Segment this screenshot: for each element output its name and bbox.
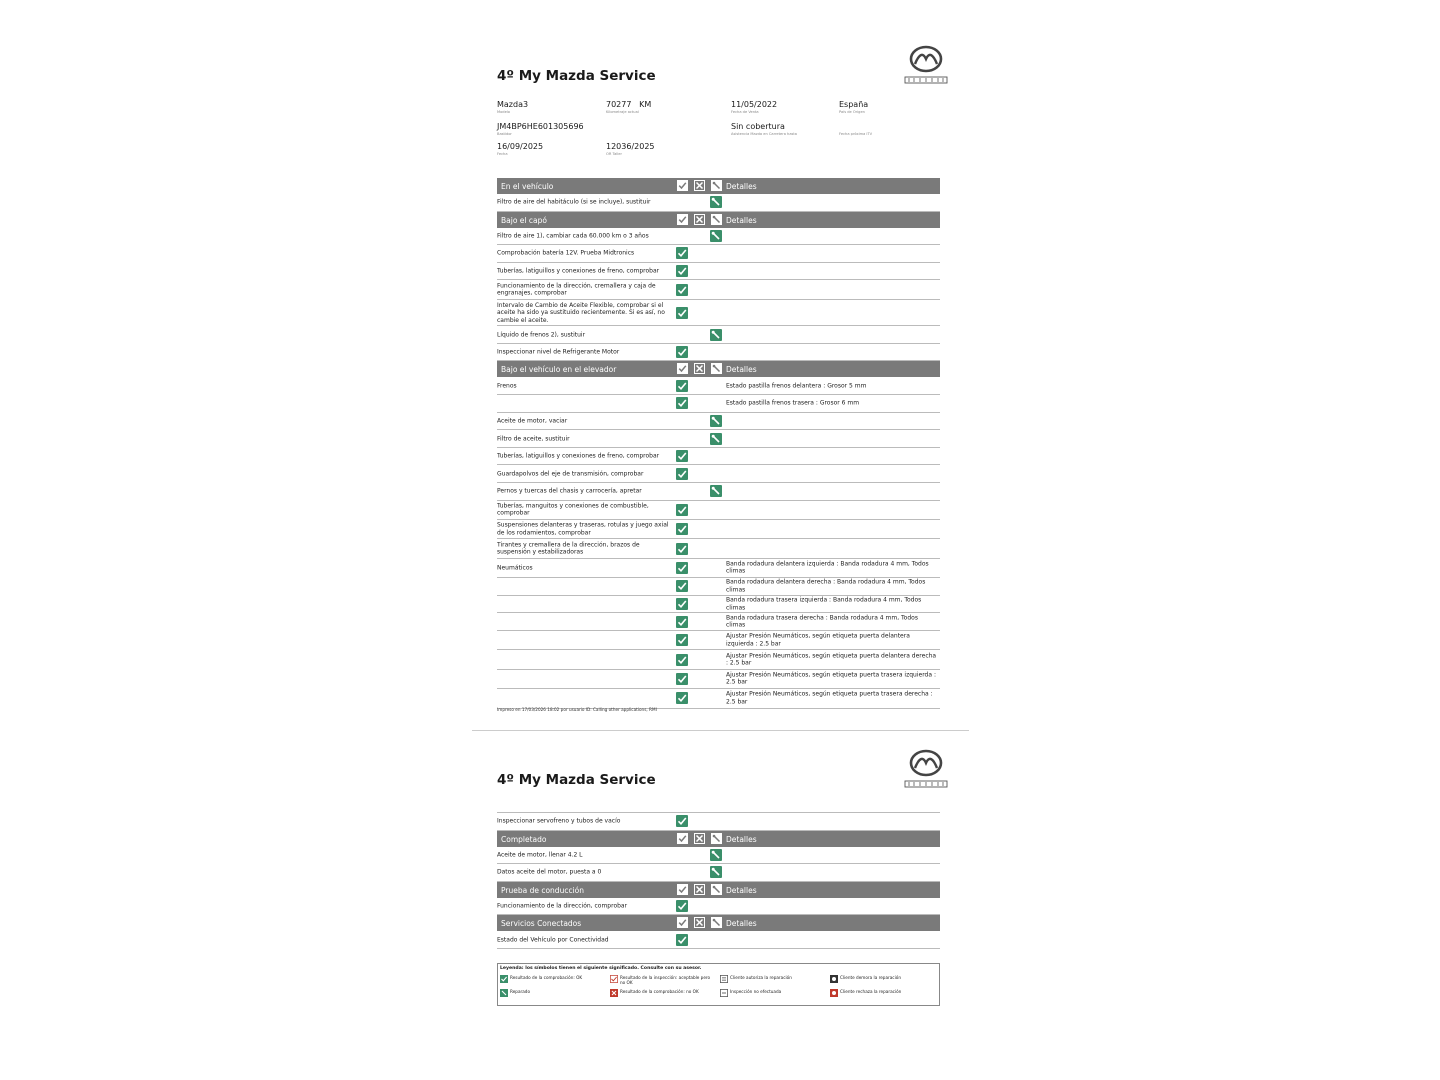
vin-field: JM4BP6HE601305696 Bastidor <box>497 122 584 136</box>
model-field: Mazda3 Modelo <box>497 100 529 114</box>
row-description: Guardapolvos del eje de transmisión, comprobar <box>497 469 644 477</box>
legend-item <box>500 975 606 983</box>
row-detail: Ajustar Presión Neumáticos, según etiqueta puerta trasera izquierda : 2.5 bar <box>726 671 936 686</box>
legend-item-text: Cliente autoriza la reparación <box>730 975 792 980</box>
checklist-row <box>497 483 940 501</box>
row-description: Suspensiones delanteras y traseras, rotulas y juego axial de los rodamientos, comprobar <box>497 521 669 537</box>
sale-date-field: 11/05/2022 Fecha de Venta <box>731 100 778 114</box>
printed-note: Impreso en 17/03/2026 18:02 por usuario ID: Calling other applications, RMI <box>497 707 657 712</box>
checklist-row <box>497 395 940 413</box>
legend-item <box>830 989 936 997</box>
checklist-row <box>497 501 940 520</box>
ok-check-icon <box>676 265 688 277</box>
repaired-wrench-icon <box>710 849 722 861</box>
legend-item-text: Resultado de la comprobación: no OK <box>620 989 699 994</box>
checklist-row <box>497 228 940 246</box>
check-column-icon <box>677 214 688 225</box>
ok-check-icon <box>676 900 688 912</box>
details-column-label: Detalles <box>726 365 757 375</box>
checklist-row <box>497 326 940 344</box>
ok-check-icon <box>676 397 688 409</box>
acceptable-check-icon <box>610 975 618 983</box>
mazda-logo-icon <box>902 746 950 790</box>
report-page-2 <box>497 744 940 1024</box>
checklist-row <box>497 631 940 650</box>
row-description: Filtro de aceite, sustituir <box>497 434 570 442</box>
row-description: Aceite de motor, llenar 4.2 L <box>497 851 583 859</box>
cross-column-icon <box>694 180 705 191</box>
row-description: Líquido de frenos 2), sustituir <box>497 330 586 338</box>
ok-check-icon <box>676 616 688 628</box>
row-detail: Banda rodadura delantera izquierda : Banda rodadura 4 mm, Todos climas <box>726 560 929 575</box>
repaired-wrench-icon <box>710 196 722 208</box>
legend-item <box>720 975 826 983</box>
legend-item <box>720 989 826 997</box>
repaired-wrench-icon <box>710 485 722 497</box>
legend-item <box>500 989 606 997</box>
details-column-label: Detalles <box>726 215 757 225</box>
row-detail: Estado pastilla frenos delantera : Grosor 5 mm <box>726 382 867 389</box>
row-description: Inspeccionar servofreno y tubos de vacío <box>497 817 621 825</box>
checklist-row <box>497 280 940 299</box>
checklist-row <box>497 931 940 949</box>
ok-check-icon <box>676 815 688 827</box>
ok-check-icon <box>676 580 688 592</box>
section-servicios-conectados <box>497 915 940 949</box>
checklist-row <box>497 465 940 483</box>
checklist-row <box>497 670 940 689</box>
cross-column-icon <box>694 884 705 895</box>
check-column-icon <box>677 833 688 844</box>
section-header <box>497 361 940 377</box>
itv-field: Fecha próxima ITV <box>839 132 873 136</box>
checklist-row <box>497 344 940 362</box>
legend-item-text: Reparado <box>510 989 531 994</box>
ok-check-icon <box>676 468 688 480</box>
ok-check-icon <box>676 504 688 516</box>
wrench-column-icon <box>711 833 722 844</box>
row-description: Comprobación batería 12V. Prueba Midtronics <box>497 249 635 257</box>
repaired-wrench-icon <box>500 989 508 997</box>
checklist-row <box>497 300 940 327</box>
section-en-el-vehiculo <box>497 178 940 212</box>
ok-check-icon <box>676 380 688 392</box>
checklist-row <box>497 245 940 263</box>
details-column-label: Detalles <box>726 885 757 895</box>
repaired-wrench-icon <box>710 230 722 242</box>
section-elevador-continued <box>497 813 940 831</box>
ok-check-icon <box>676 562 688 574</box>
wrench-column-icon <box>711 884 722 895</box>
row-description: Funcionamiento de la dirección, comprobar <box>497 902 628 910</box>
check-column-icon <box>677 180 688 191</box>
ok-check-icon <box>676 692 688 704</box>
cross-column-icon <box>694 363 705 374</box>
checklist-row <box>497 430 940 448</box>
checklist-row <box>497 898 940 916</box>
check-column-icon <box>677 363 688 374</box>
checklist-row <box>497 194 940 212</box>
details-column-label: Detalles <box>726 919 757 929</box>
legend-item <box>610 975 716 985</box>
wrench-column-icon <box>711 180 722 191</box>
row-detail: Banda rodadura delantera derecha : Banda rodadura 4 mm, Todos climas <box>726 578 926 594</box>
row-description: Datos aceite del motor, puesta a 0 <box>497 868 602 876</box>
legend-item-text: Resultado de la inspección: aceptable pero no OK <box>620 975 711 985</box>
checklist-page-2 <box>497 812 940 949</box>
page-divider <box>472 730 969 731</box>
repaired-wrench-icon <box>710 329 722 341</box>
checklist-row <box>497 813 940 831</box>
ok-check-icon <box>676 598 688 610</box>
cross-column-icon <box>694 917 705 928</box>
row-description: Filtro de aire del habitáculo (si se incluye), sustituir <box>497 198 651 206</box>
ok-check-icon <box>676 307 688 319</box>
checklist-row <box>497 559 940 578</box>
checklist-row <box>497 613 940 631</box>
checklist-page-1 <box>497 178 940 709</box>
row-detail: Banda rodadura trasera derecha : Banda rodadura 4 mm, Todos climas <box>726 614 918 629</box>
legend-item <box>610 989 716 997</box>
row-description: Funcionamiento de la dirección, cremallera y caja de engranajes, comprobar <box>497 282 656 297</box>
legend-item-text: Cliente rechaza la reparación <box>840 989 902 994</box>
section-header <box>497 212 940 228</box>
details-column-label: Detalles <box>726 182 757 191</box>
checklist-row <box>497 650 940 669</box>
row-description: Inspeccionar nivel de Refrigerante Motor <box>497 348 620 356</box>
ok-check-icon <box>676 450 688 462</box>
checklist-row <box>497 689 940 708</box>
row-description: Tuberías, manguitos y conexiones de combustible, comprobar <box>497 502 649 517</box>
row-description: Pernos y tuercas del chasis y carrocería, apretar <box>497 487 642 495</box>
repaired-wrench-icon <box>710 866 722 878</box>
checklist-row <box>497 448 940 466</box>
checklist-row <box>497 263 940 281</box>
section-bajo-el-vehiculo-elevador <box>497 361 940 708</box>
row-detail: Ajustar Presión Neumáticos, según etiqueta puerta delantera izquierda : 2.5 bar <box>726 632 910 648</box>
row-description: Intervalo de Cambio de Aceite Flexible, comprobar si el aceite ha sido ya sustituido recientemente. Si es así, no cambie el aceite. <box>497 301 665 324</box>
section-header <box>497 915 940 931</box>
legend-item-text: Inspección no efectuada <box>730 989 782 994</box>
wrench-column-icon <box>711 917 722 928</box>
ok-check-icon <box>500 975 508 983</box>
checklist-row <box>497 520 940 539</box>
details-column-label: Detalles <box>726 834 757 844</box>
cross-column-icon <box>694 833 705 844</box>
section-title: En el vehículo <box>501 182 554 191</box>
legend-item <box>830 975 936 983</box>
report-page-1 <box>497 40 940 720</box>
ok-check-icon <box>676 673 688 685</box>
legend-item-text: Resultado de la comprobación: OK <box>510 975 583 980</box>
ok-check-icon <box>676 284 688 296</box>
ok-check-icon <box>676 654 688 666</box>
row-description: Tuberías, latiguillos y conexiones de freno, comprobar <box>497 267 660 275</box>
checklist-row <box>497 578 940 596</box>
checklist-row <box>497 596 940 614</box>
wrench-column-icon <box>711 363 722 374</box>
section-title: Prueba de conducción <box>501 885 584 895</box>
checklist-row <box>497 864 940 882</box>
client-authorizes-icon <box>720 975 728 983</box>
checklist-row <box>497 377 940 395</box>
not-inspected-icon <box>720 989 728 997</box>
ok-check-icon <box>676 247 688 259</box>
row-description: Estado del Vehículo por Conectividad <box>497 935 609 943</box>
assistance-field: Sin cobertura Asistencia Mazda en Carretera hasta <box>731 122 798 136</box>
ok-check-icon <box>676 346 688 358</box>
ok-check-icon <box>676 543 688 555</box>
checklist-row <box>497 847 940 865</box>
section-title: Servicios Conectados <box>501 919 582 929</box>
row-detail: Banda rodadura trasera izquierda : Banda rodadura 4 mm, Todos climas <box>726 596 922 612</box>
check-column-icon <box>677 917 688 928</box>
row-detail: Estado pastilla frenos trasera : Grosor 6 mm <box>726 399 860 407</box>
ok-check-icon <box>676 634 688 646</box>
row-description: Neumáticos <box>497 564 533 572</box>
mazda-logo-icon <box>902 42 950 86</box>
row-detail: Ajustar Presión Neumáticos, según etiqueta puerta delantera derecha : 2.5 bar <box>726 652 937 667</box>
section-title: Bajo el capó <box>501 215 547 225</box>
checklist-row <box>497 539 940 558</box>
ok-check-icon <box>676 523 688 535</box>
section-title: Bajo el vehículo en el elevador <box>501 365 617 375</box>
checklist-row <box>497 413 940 431</box>
section-header <box>497 882 940 898</box>
client-rejects-icon <box>830 989 838 997</box>
or-field: 12036/2025 OR Taller <box>606 142 655 156</box>
section-prueba-de-conduccion <box>497 882 940 916</box>
check-column-icon <box>677 884 688 895</box>
repaired-wrench-icon <box>710 415 722 427</box>
cross-column-icon <box>694 214 705 225</box>
legend-box <box>497 963 940 1006</box>
row-description: Aceite de motor, vaciar <box>497 417 568 425</box>
page-title: 4º My Mazda Service <box>497 772 656 788</box>
ok-check-icon <box>676 934 688 946</box>
section-title: Completado <box>501 834 547 844</box>
row-description: Filtro de aire 1), cambiar cada 60.000 km o 3 años <box>497 232 649 240</box>
row-detail: Ajustar Presión Neumáticos, según etiqueta puerta trasera derecha : 2.5 bar <box>726 690 933 706</box>
legend-title: Leyenda: los símbolos tienen el siguiente significado. Consulte con su asesor. <box>500 966 702 971</box>
section-header <box>497 178 940 194</box>
country-field: España País de Origen <box>839 100 869 114</box>
section-header <box>497 831 940 847</box>
repaired-wrench-icon <box>710 433 722 445</box>
page-title: 4º My Mazda Service <box>497 68 656 84</box>
legend-item-text: Cliente demora la reparación <box>840 975 901 980</box>
client-postpones-icon <box>830 975 838 983</box>
section-bajo-el-capo <box>497 212 940 362</box>
row-description: Tirantes y cremallera de la dirección, brazos de suspensión y estabilizadoras <box>497 541 640 556</box>
wrench-column-icon <box>711 214 722 225</box>
row-description: Tuberías, latiguillos y conexiones de freno, comprobar <box>497 452 660 460</box>
date-field: 16/09/2025 Fecha <box>497 142 544 156</box>
row-description: Frenos <box>497 382 517 389</box>
km-field: 70277 KM Kilometraje actual <box>606 100 652 114</box>
not-ok-cross-icon <box>610 989 618 997</box>
section-completado <box>497 831 940 882</box>
